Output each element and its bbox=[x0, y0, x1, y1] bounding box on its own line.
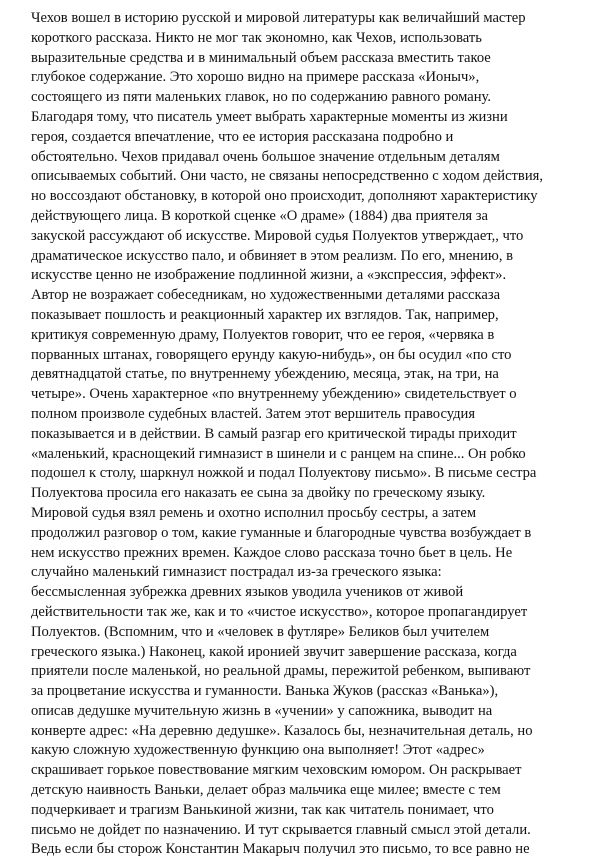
text-line: описываемых событий. Они часто, не связаны непосредственно с ходом действия, bbox=[31, 168, 543, 185]
text-line: письмо не дойдет по назначению. И тут скрывается главный смысл этой детали. bbox=[31, 821, 531, 838]
text-line: девятнадцатой статье, по внутреннему убеждению, месяца, этак, на три, на bbox=[31, 366, 499, 383]
text-line: закуской рассуждают об искусстве. Мировой судья Полуектов утверждает,, что bbox=[31, 227, 524, 244]
text-line: четыре». Очень характерное «по внутреннему убеждению» свидетельствует о bbox=[31, 386, 517, 403]
text-line: показывает пошлость и реакционный характер их взглядов. Так, например, bbox=[31, 306, 499, 323]
text-line: показывается и в действии. В самый разгар его критической тирады приходит bbox=[31, 425, 517, 442]
text-line: полном произволе судебных властей. Затем этот вершитель правосудия bbox=[31, 405, 476, 422]
text-line: порванных штанах, говорящего ерунду какую-нибудь», он бы осудил «по сто bbox=[31, 346, 512, 363]
body-text bbox=[31, 9, 571, 860]
text-line: выразительные средства и в минимальный объем рассказа вместить такое bbox=[31, 49, 491, 66]
text-line: героя, создается впечатление, что ее история рассказана подробно и bbox=[31, 128, 454, 145]
text-line: конверте адрес: «На деревню дедушке». Казалось бы, незначительная деталь, но bbox=[31, 722, 533, 739]
text-line: греческого языка.) Наконец, какой иронией звучит завершение рассказа, когда bbox=[31, 643, 517, 660]
text-line: «маленький, краснощекий гимназист в шинели и с ранцем на спине... Он робко bbox=[31, 445, 526, 462]
text-line: Мировой судья взял ремень и охотно исполнил просьбу сестры, а затем bbox=[31, 504, 477, 521]
text-line: но воссоздают обстановку, в которой оно происходит, дополняют характеристику bbox=[31, 188, 538, 205]
text-line: глубокое содержание. Это хорошо видно на примере рассказа «Ионыч», bbox=[31, 69, 480, 86]
text-line: какую сложную художественную функцию она выполняет! Этот «адрес» bbox=[31, 742, 485, 759]
text-line: обстоятельно. Чехов придавал очень большое значение отдельным деталям bbox=[31, 148, 500, 165]
text-line: искусстве ценно не изображение подлинной жизни, а «экспрессия, эффект». bbox=[31, 267, 507, 284]
text-line: бессмысленная зубрежка древних языков уводила учеников от живой bbox=[31, 584, 464, 601]
text-line: действительности так же, как и то «чистое искусство», которое пропагандирует bbox=[31, 603, 528, 620]
text-line: случайно маленький гимназист пострадал из-за греческого языка: bbox=[31, 564, 442, 581]
text-line: Автор не возражает собеседникам, но художественными деталями рассказа bbox=[31, 287, 501, 304]
text-line: короткого рассказа. Никто не мог так экономно, как Чехов, использовать bbox=[31, 29, 482, 46]
text-line: Полуектова просила его наказать ее сына за двойку по греческому языку. bbox=[31, 485, 486, 502]
text-line: состоящего из пяти маленьких главок, но по содержанию равного роману. bbox=[31, 89, 492, 106]
text-line: подошел к столу, шаркнул ножкой и подал Полуектову письмо». В письме сестра bbox=[31, 465, 537, 482]
text-line: скрашивает горькое повествование мягким чеховским юмором. Он раскрывает bbox=[31, 762, 522, 779]
text-line: подчеркивает и трагизм Ванькиной жизни, так как читатель понимает, что bbox=[31, 801, 494, 818]
text-line: Чехов вошел в историю русской и мировой литературы как величайший мастер bbox=[31, 10, 526, 26]
text-line: драматическое искусство пало, и обвиняет в этом реализм. По его, мнению, в bbox=[31, 247, 514, 264]
text-line: критикуя современную драму, Полуектов говорит, что ее героя, «червяка в bbox=[31, 326, 495, 343]
text-line: приятели после маленькой, но реальной драмы, пережитой ребенком, выпивают bbox=[31, 663, 531, 680]
text-line: Полуектов. (Вспомним, что и «человек в футляре» Беликов был учителем bbox=[31, 623, 490, 640]
text-line: за процветание искусства и гуманности. Ванька Жуков (рассказ «Ванька»), bbox=[31, 683, 499, 700]
text-line: действующего лица. В короткой сценке «О драме» (1884) два приятеля за bbox=[31, 207, 488, 224]
text-line: детскую наивность Ваньки, делает образ мальчика еще милее; вместе с тем bbox=[31, 782, 501, 799]
text-line: продолжил разговор о том, какие гуманные и благородные чувства возбуждает в bbox=[31, 524, 532, 541]
text-line: нем искусство прежних времен. Каждое слово рассказа точно бьет в цель. Не bbox=[31, 544, 513, 561]
text-line: Благодаря тому, что писатель умеет выбрать характерные моменты из жизни bbox=[31, 108, 508, 125]
text-line: Ведь если бы сторож Константин Макарыч получил это письмо, то все равно не bbox=[31, 841, 530, 858]
text-line: описав дедушке мучительную жизнь в «учении» у сапожника, выводит на bbox=[31, 702, 493, 719]
